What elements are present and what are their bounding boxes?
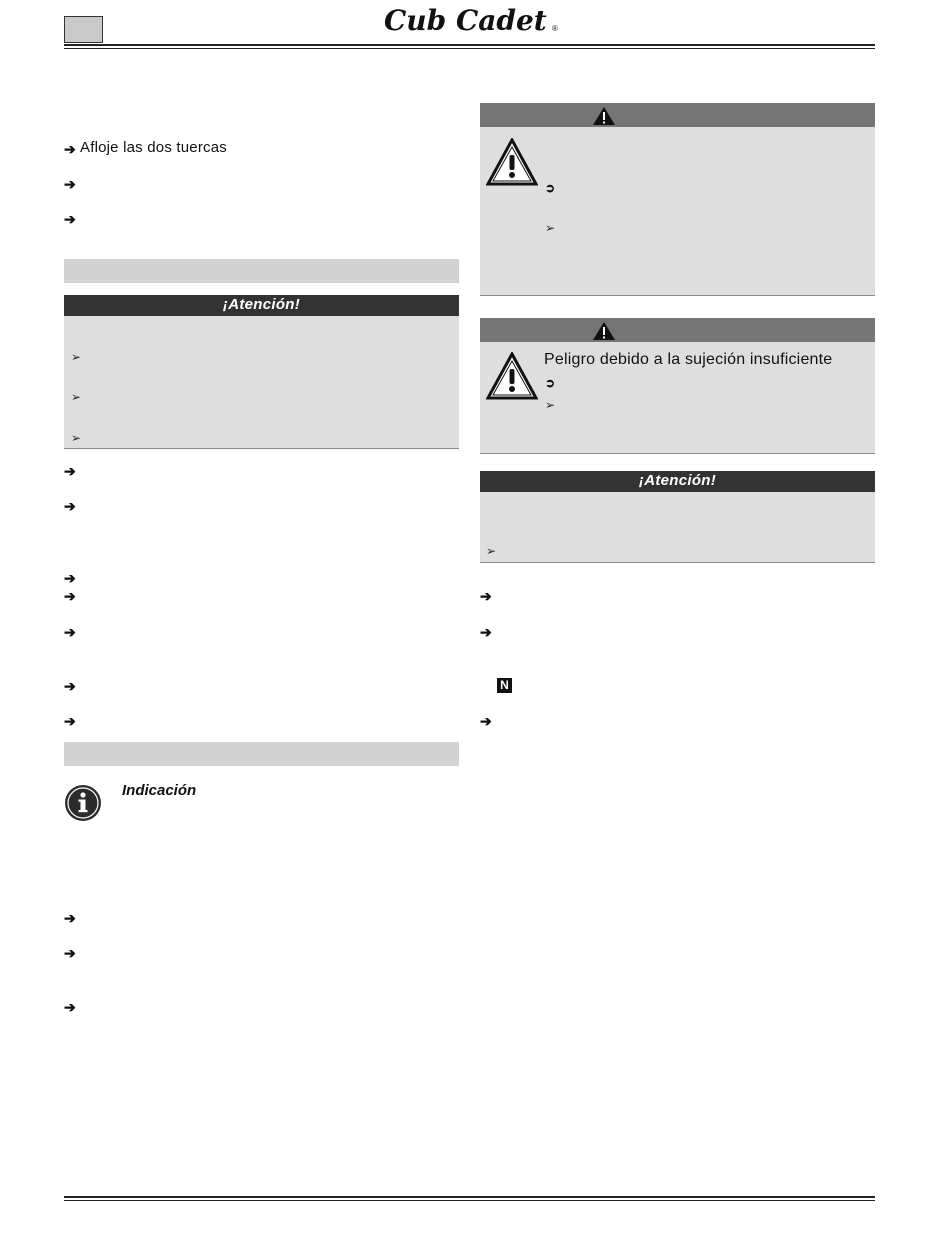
attention-header: ¡Atención! bbox=[480, 471, 875, 492]
arrow-right-icon: ➔ bbox=[64, 498, 76, 514]
logo-text: Cub Cadet bbox=[384, 4, 547, 36]
arrow-right-icon: ➔ bbox=[480, 624, 492, 640]
chevron-right-icon: ➢ bbox=[71, 390, 82, 404]
cub-cadet-logo bbox=[384, 4, 564, 36]
header-rule-thin bbox=[64, 48, 875, 49]
warning-header bbox=[480, 103, 875, 127]
chevron-right-icon: ➢ bbox=[545, 221, 556, 235]
indication-title: Indicación bbox=[122, 782, 197, 799]
arrow-right-icon: ➔ bbox=[64, 211, 76, 227]
chevron-right-icon: ➢ bbox=[71, 350, 82, 364]
arrow-right-icon: ➔ bbox=[64, 713, 76, 729]
note-n-badge: N bbox=[497, 678, 512, 693]
arrow-right-icon: ➔ bbox=[64, 141, 76, 157]
arrow-right-icon: ➔ bbox=[480, 588, 492, 604]
footer-rule bbox=[64, 1196, 875, 1198]
arrow-right-icon: ➔ bbox=[64, 910, 76, 926]
warning-triangle-icon bbox=[592, 106, 616, 126]
arrow-right-icon: ➔ bbox=[480, 713, 492, 729]
page-number-box bbox=[64, 16, 103, 43]
instruction-text: Afloje las dos tuercas bbox=[80, 139, 227, 156]
footer-rule-thin bbox=[64, 1200, 875, 1201]
arrow-right-icon: ➔ bbox=[64, 588, 76, 604]
arrow-right-icon: ➔ bbox=[64, 999, 76, 1015]
attention-header: ¡Atención! bbox=[64, 295, 459, 316]
warning-triangle-icon bbox=[486, 352, 538, 400]
warning-box bbox=[480, 103, 875, 296]
info-circle-icon bbox=[64, 784, 102, 822]
warning-triangle-icon bbox=[592, 321, 616, 341]
action-loop-icon: ➲ bbox=[545, 376, 556, 390]
arrow-right-icon: ➔ bbox=[64, 624, 76, 640]
arrow-right-icon: ➔ bbox=[64, 176, 76, 192]
warning-triangle-icon bbox=[486, 138, 538, 186]
arrow-right-icon: ➔ bbox=[64, 463, 76, 479]
chevron-right-icon: ➢ bbox=[71, 431, 82, 445]
action-loop-icon: ➲ bbox=[545, 181, 556, 195]
header-rule bbox=[64, 44, 875, 46]
warning-header bbox=[480, 318, 875, 342]
section-heading-bar bbox=[64, 742, 459, 766]
registered-mark: ® bbox=[552, 24, 558, 33]
section-heading-bar bbox=[64, 259, 459, 283]
chevron-right-icon: ➢ bbox=[545, 398, 556, 412]
warning-text: Peligro debido a la sujeción insuficiente bbox=[544, 351, 833, 368]
arrow-right-icon: ➔ bbox=[64, 678, 76, 694]
chevron-right-icon: ➢ bbox=[486, 544, 497, 558]
attention-box bbox=[64, 295, 459, 449]
arrow-right-icon: ➔ bbox=[64, 570, 76, 586]
arrow-right-icon: ➔ bbox=[64, 945, 76, 961]
